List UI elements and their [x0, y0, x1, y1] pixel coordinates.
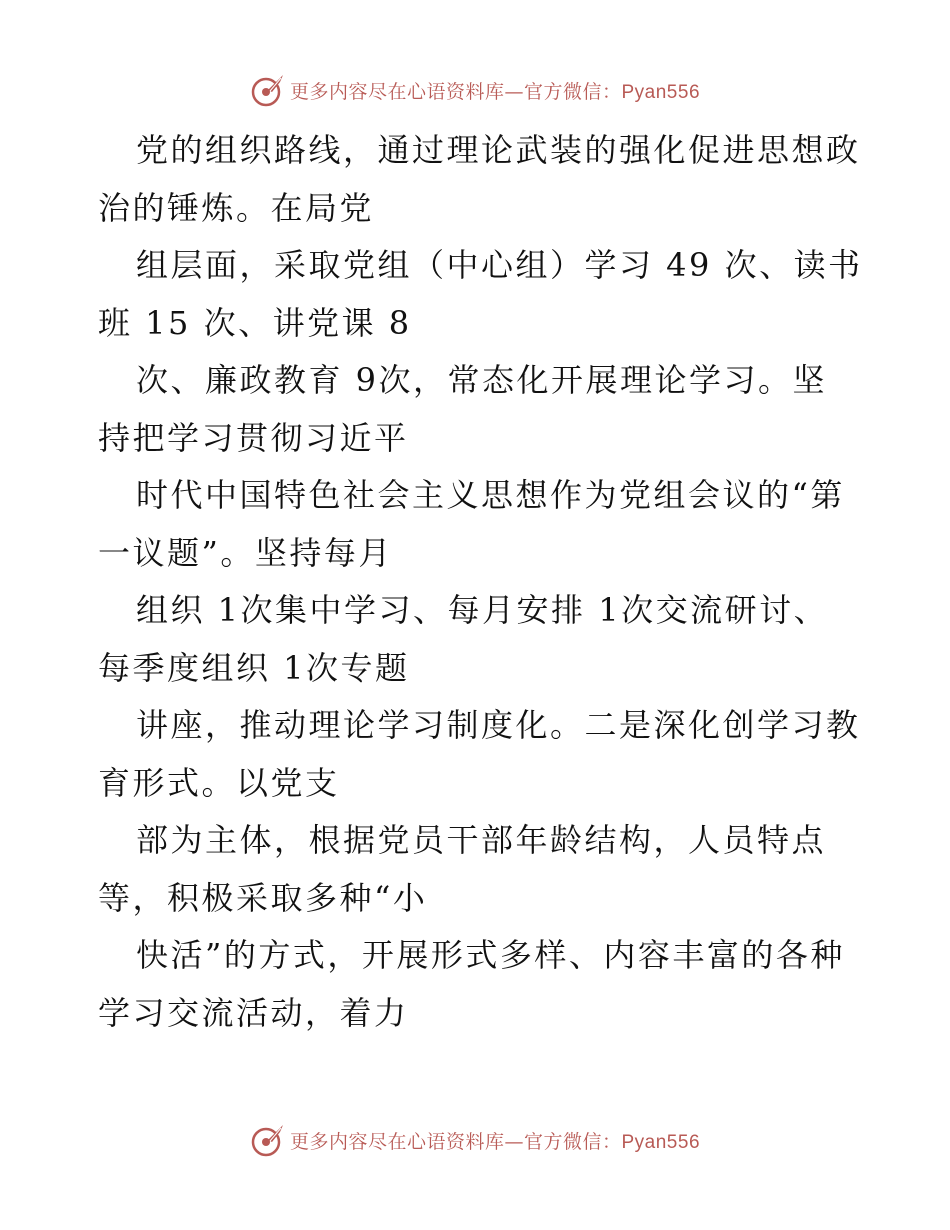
paragraph: [98, 352, 858, 467]
paragraph: [98, 467, 858, 582]
wechat-id: Pyan556: [621, 81, 701, 103]
paragraph-line: 班 15 次、讲党课 8: [98, 303, 412, 342]
paragraph-line: 每季度组织 1次专题: [98, 648, 410, 687]
watermark-text: 更多内容尽在心语资料库—官方微信：Pyan556: [289, 1130, 701, 1153]
quill-pen-circle-icon: [250, 1122, 286, 1158]
watermark-text: 更多内容尽在心语资料库—官方微信：Pyan556: [289, 80, 701, 103]
header-watermark: [0, 70, 950, 110]
paragraph-line: 等，积极采取多种“小: [98, 878, 428, 917]
paragraph-line: 组织 1次集中学习、每月安排 1次交流研讨、: [136, 591, 829, 629]
paragraph-line: 时代中国特色社会主义思想作为党组会议的“第: [136, 476, 845, 514]
paragraph-line: 一议题”。坚持每月: [98, 533, 393, 572]
paragraph-line: 治的锤炼。在局党: [98, 188, 375, 227]
paragraph-line: 讲座，推动理论学习制度化。二是深化创学习教: [136, 706, 861, 744]
footer-watermark: [0, 1120, 950, 1160]
paragraph: [98, 697, 861, 812]
paragraph: [98, 812, 858, 927]
paragraph-line: 育形式。以党支: [98, 763, 340, 802]
paragraph-line: 部为主体，根据党员干部年龄结构，人员特点: [136, 821, 827, 859]
paragraph: [98, 237, 863, 352]
paragraph-line: 快活”的方式，开展形式多样、内容丰富的各种: [136, 936, 845, 974]
paragraph-line: 党的组织路线，通过理论武装的强化促进思想政: [136, 131, 861, 169]
paragraph-line: 组层面，采取党组（中心组）学习 49 次、读书: [136, 246, 863, 284]
wechat-id: Pyan556: [621, 1131, 701, 1153]
paragraph-line: 持把学习贯彻习近平: [98, 418, 409, 457]
paragraph: [98, 927, 858, 1042]
paragraph-line: 次、廉政教育 9次，常态化开展理论学习。坚: [136, 361, 828, 399]
paragraph: [98, 122, 861, 237]
quill-pen-circle-icon: [250, 72, 286, 108]
paragraph-line: 学习交流活动，着力: [98, 993, 409, 1032]
paragraph: [98, 582, 858, 697]
document-body: [98, 122, 863, 1042]
